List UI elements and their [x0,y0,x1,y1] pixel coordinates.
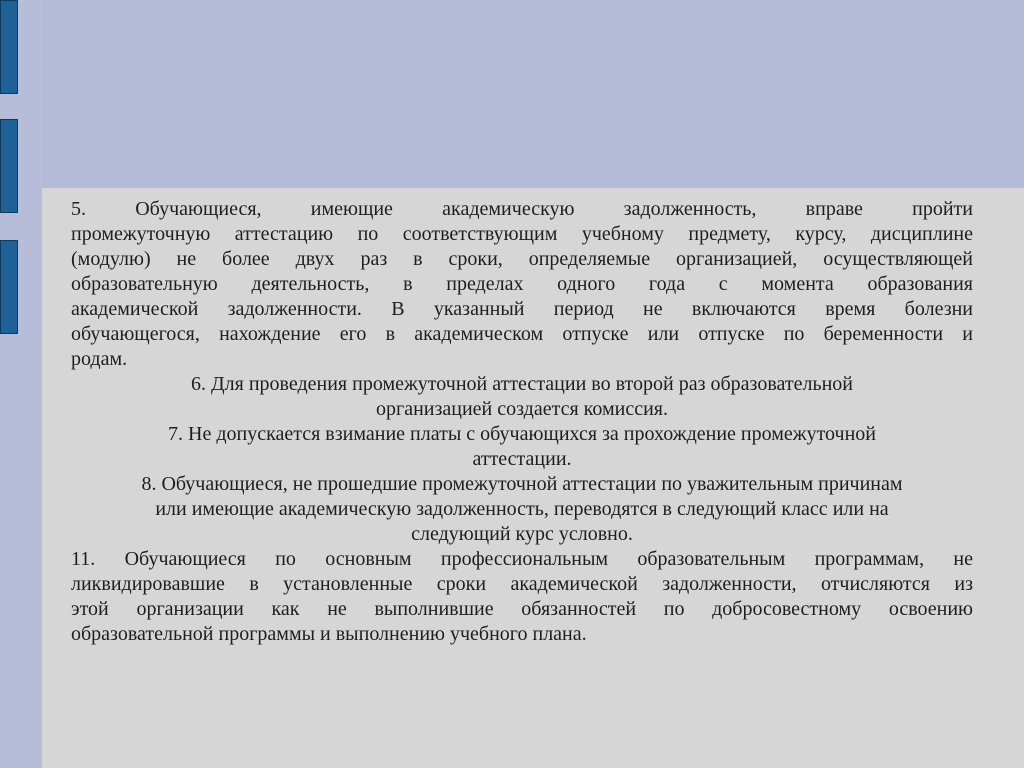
slide-text [71,197,973,647]
text-line: (модулю) не более двух раз в сроки, определяемые организацией, осуществляющей [71,248,973,270]
text-line: образовательной программы и выполнению учебного плана. [71,623,587,645]
text-line: ликвидировавшие в установленные сроки академической задолженности, отчисляются из [71,573,973,595]
paragraph-8 [71,472,973,547]
left-decor-strip [0,0,42,768]
text-line: родам. [71,348,128,370]
text-line: образовательную деятельность, в пределах одного года с момента образования [71,273,973,295]
text-line: организацией создается комиссия. [376,398,668,420]
text-line: 6. Для проведения промежуточной аттестации во второй раз образовательной [191,373,853,395]
paragraph-11 [71,547,973,647]
decor-block-2 [0,119,18,213]
text-line: 7. Не допускается взимание платы с обучающихся за прохождение промежуточной [168,423,876,445]
text-line: 5. Обучающиеся, имеющие академическую задолженность, вправе пройти [71,198,973,220]
paragraph-5 [71,197,973,372]
decor-block-1 [0,0,18,94]
text-line: академической задолженности. В указанный период не включаются время болезни [71,298,973,320]
text-line: 8. Обучающиеся, не прошедшие промежуточной аттестации по уважительным причинам [141,473,903,495]
decor-block-3 [0,240,18,334]
text-line: промежуточную аттестацию по соответствующим учебному предмету, курсу, дисциплине [71,223,973,245]
text-line: обучающегося, нахождение его в академическом отпуске или отпуске по беременности и [71,323,973,345]
paragraph-7 [71,422,973,472]
text-line: следующий курс условно. [411,523,633,545]
text-line: этой организации как не выполнившие обязанностей по добросовестному освоению [71,598,973,620]
paragraph-6 [71,372,973,422]
text-line: 11. Обучающиеся по основным профессиональным образовательным программам, не [71,548,973,570]
text-line: или имеющие академическую задолженность, переводятся в следующий класс или на [155,498,889,520]
text-line: аттестации. [472,448,572,470]
